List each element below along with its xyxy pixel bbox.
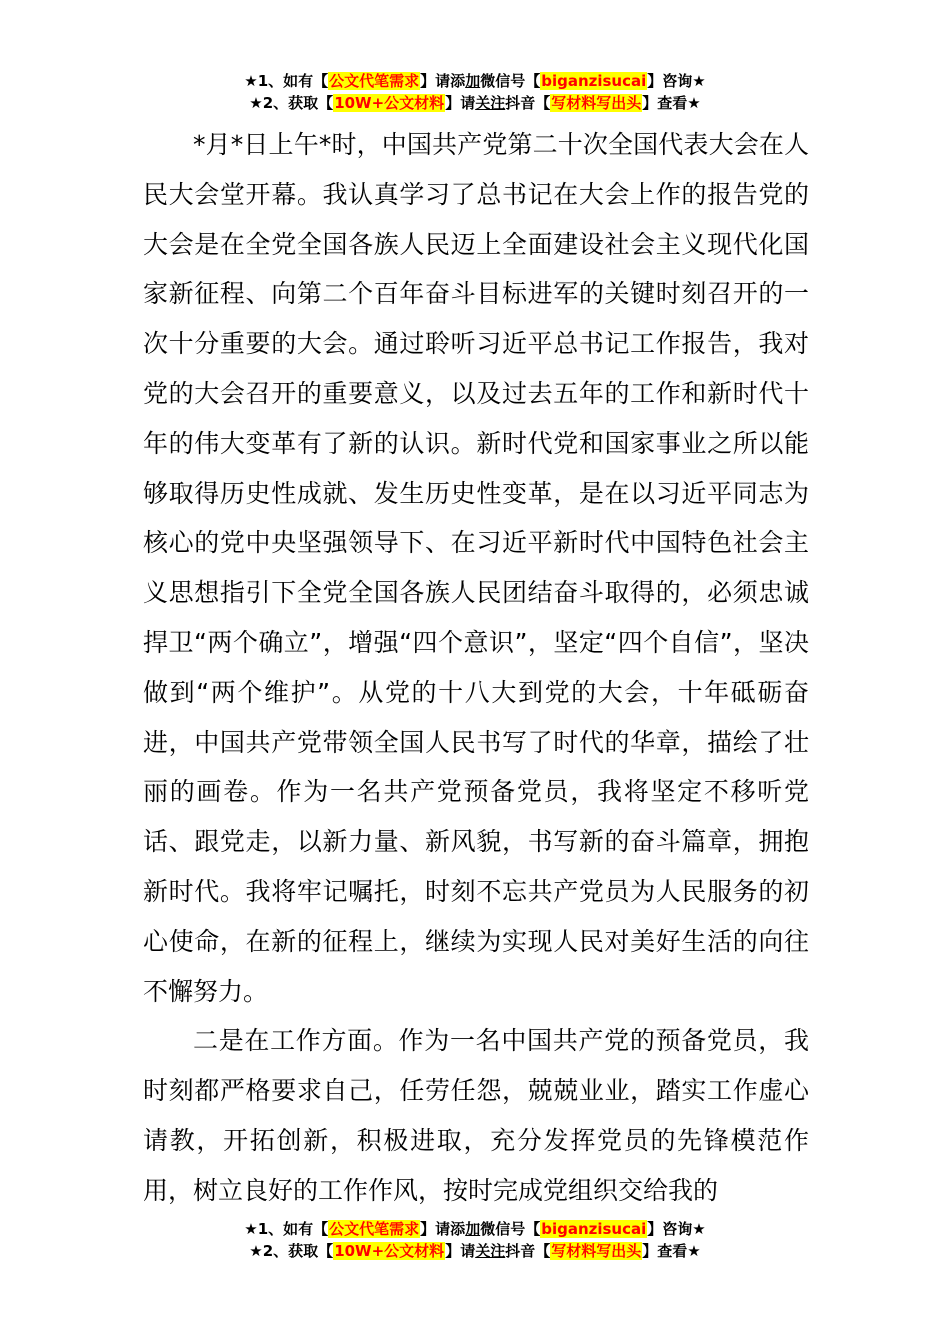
header-line-1 (0, 70, 950, 92)
footer-line-1 (0, 1218, 950, 1240)
footer-line-1-text: 】请添 (420, 1220, 466, 1238)
body-paragraph-1: *月*日上午*时，中国共产党第二十次全国代表大会在人民大会堂开幕。我认真学习了总书记在大会上作的报告党的大会是在全党全国各族人民迈上全面建设社会主义现代化国家新征程、向第二个百年奋斗目标进军的关键时刻召开的一次十分重要的大会。通过聆听习近平总书记工作报告，我对党的大会召开的重要意义，以及过去五年的工作和新时代十年的伟大变革有了新的认识。新时代党和国家事业之所以能够取得历史性成就、发生历史性变革，是在以习近平同志为核心的党中央坚强领导下、在习近平新时代中国特色社会主义思想指引下全党全国各族人民团结奋斗取得的，必须忠诚捍卫“两个确立”，增强“四个意识”，坚定“四个自信”，坚决做到“两个维护”。从党的十八大到党的大会，十年砥砺奋进，中国共产党带领全国人民书写了时代的华章，描绘了壮丽的画卷。作为一名共产党预备党员，我将坚定不移听党话、跟党走，以新力量、新风貌，书写新的奋斗篇章，拥抱新时代。我将牢记嘱托，时刻不忘共产党员为人民服务的初心使命，在新的征程上，继续为实现人民对美好生活的向往不懈努力。 (143, 130, 809, 1006)
footer-line-2-text-2: 抖音【 (505, 1242, 551, 1260)
header-line-2-underline: 关注 (475, 94, 506, 112)
footer-line-2-text: 】请 (445, 1242, 476, 1260)
footer-line-1-text-2: 微信号【 (480, 1220, 541, 1238)
header-highlight-douyin: 写材料写出头 (551, 94, 642, 112)
footer-highlight-service: 公文代笔需求 (329, 1220, 420, 1238)
footer-line-2-prefix: ★2、获取【 (249, 1242, 334, 1260)
header-line-2-suffix: 】查看★ (642, 94, 701, 112)
footer-line-1-suffix: 】咨询★ (647, 1220, 706, 1238)
footer-banner (0, 1218, 950, 1262)
header-highlight-service: 公文代笔需求 (329, 72, 420, 90)
header-line-2-text: 】请 (445, 94, 476, 112)
footer-highlight-douyin: 写材料写出头 (551, 1242, 642, 1260)
header-line-1-underline: 加 (465, 72, 481, 90)
footer-line-2 (0, 1240, 950, 1262)
footer-line-1-underline: 加 (465, 1220, 481, 1238)
header-line-1-text-2: 微信号【 (480, 72, 541, 90)
footer-highlight-materials: 10W+公文材料 (334, 1242, 445, 1260)
header-line-1-suffix: 】咨询★ (647, 72, 706, 90)
header-line-2-prefix: ★2、获取【 (249, 94, 334, 112)
header-highlight-materials: 10W+公文材料 (334, 94, 445, 112)
footer-line-2-underline: 关注 (475, 1242, 506, 1260)
document-body (143, 120, 809, 1216)
footer-line-2-suffix: 】查看★ (642, 1242, 701, 1260)
footer-highlight-wechat-id: biganzisucai (541, 1220, 647, 1238)
header-line-1-text: 】请添 (420, 72, 466, 90)
footer-line-1-prefix: ★1、如有【 (244, 1220, 329, 1238)
header-line-2-text-2: 抖音【 (505, 94, 551, 112)
body-paragraph-2: 二是在工作方面。作为一名中国共产党的预备党员，我时刻都严格要求自己，任劳任怨，兢兢业业，踏实工作虚心请教，开拓创新，积极进取，充分发挥党员的先锋模范作用，树立良好的工作作风，按时完成党组织交给我的 (143, 1026, 809, 1205)
header-banner (0, 70, 950, 114)
header-line-1-prefix: ★1、如有【 (244, 72, 329, 90)
header-line-2 (0, 92, 950, 114)
header-highlight-wechat-id: biganzisucai (541, 72, 647, 90)
